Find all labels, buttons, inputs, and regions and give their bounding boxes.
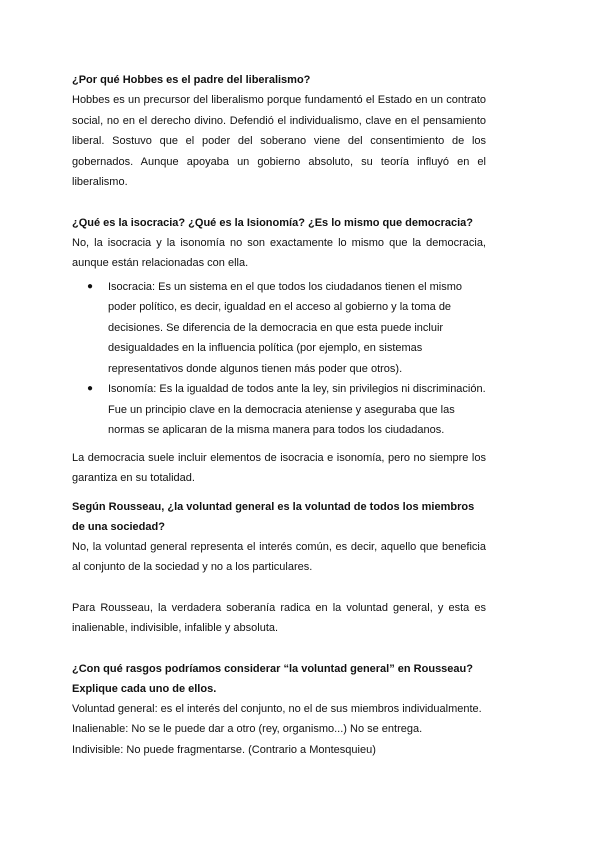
rasgo-line: Inalienable: No se le puede dar a otro (rey, organismo...) No se entrega. xyxy=(72,723,423,735)
list-item-text: Isonomía: Es la igualdad de todos ante la ley, sin privilegios ni discriminación. Fue un principio clave en la democracia ateniense y aseguraba que las normas se aplicaran de la misma manera para todos los ciudadanos. xyxy=(108,383,486,436)
answer-isocracia-intro: No, la isocracia y la isonomía no son exactamente lo mismo que la democracia, aunque están relacionadas con ella. xyxy=(72,236,486,269)
spacer xyxy=(72,489,486,497)
spacer xyxy=(72,441,486,448)
definitions-list xyxy=(72,277,486,441)
conclusion-isocracia: La democracia suele incluir elementos de isocracia e isonomía, pero no siempre los garantiza en su totalidad. xyxy=(72,451,486,484)
rasgo-line: Voluntad general: es el interés del conjunto, no el de sus miembros individualmente. xyxy=(72,702,482,715)
answer-rousseau-extra: Para Rousseau, la verdadera soberanía radica en la voluntad general, y esta es inalienable, indivisible, infalible y absoluta. xyxy=(72,601,486,634)
question-rousseau: Según Rousseau, ¿la voluntad general es la voluntad de todos los miembros de una sociedad? xyxy=(72,500,475,533)
document-page xyxy=(72,70,486,760)
rasgo-line: Indivisible: No puede fragmentarse. (Contrario a Montesquieu) xyxy=(72,743,376,756)
bullet-icon: ● xyxy=(87,280,94,292)
spacer xyxy=(72,578,486,598)
question-isocracia: ¿Qué es la isocracia? ¿Qué es la Isionomía? ¿Es lo mismo que democracia? xyxy=(72,216,474,229)
answer-rousseau: No, la voluntad general representa el interés común, es decir, aquello que beneficia al conjunto de la sociedad y no a los particulares. xyxy=(72,540,486,573)
answer-hobbes: Hobbes es un precursor del liberalismo porque fundamentó el Estado en un contrato social, no en el derecho divino. Defendió el individualismo, clave en el pensamiento liberal. Sostuvo que el poder del soberano viene del consentimiento de los gobernados. Aunque apoyaba un gobierno absoluto, su teoría influyó en el liberalismo. xyxy=(72,94,486,188)
spacer xyxy=(72,639,486,659)
bullet-icon: ● xyxy=(87,383,94,394)
list-item-isonomia xyxy=(87,379,486,441)
spacer xyxy=(72,193,486,213)
question-hobbes: ¿Por qué Hobbes es el padre del liberalismo? xyxy=(72,74,311,86)
list-item-text: Isocracia: Es un sistema en el que todos los ciudadanos tienen el mismo poder político, es decir, igualdad en el acceso al gobierno y la toma de decisiones. Se diferencia de la democracia en que esta puede incluir desigualdades en la influencia política (por ejemplo, en sistemas representativos donde algunos tienen más poder que otros). xyxy=(108,280,463,375)
list-item-isocracia xyxy=(87,277,486,380)
question-rasgos: ¿Con qué rasgos podríamos considerar “la voluntad general” en Rousseau? Explique cada uno de ellos. xyxy=(72,662,473,695)
